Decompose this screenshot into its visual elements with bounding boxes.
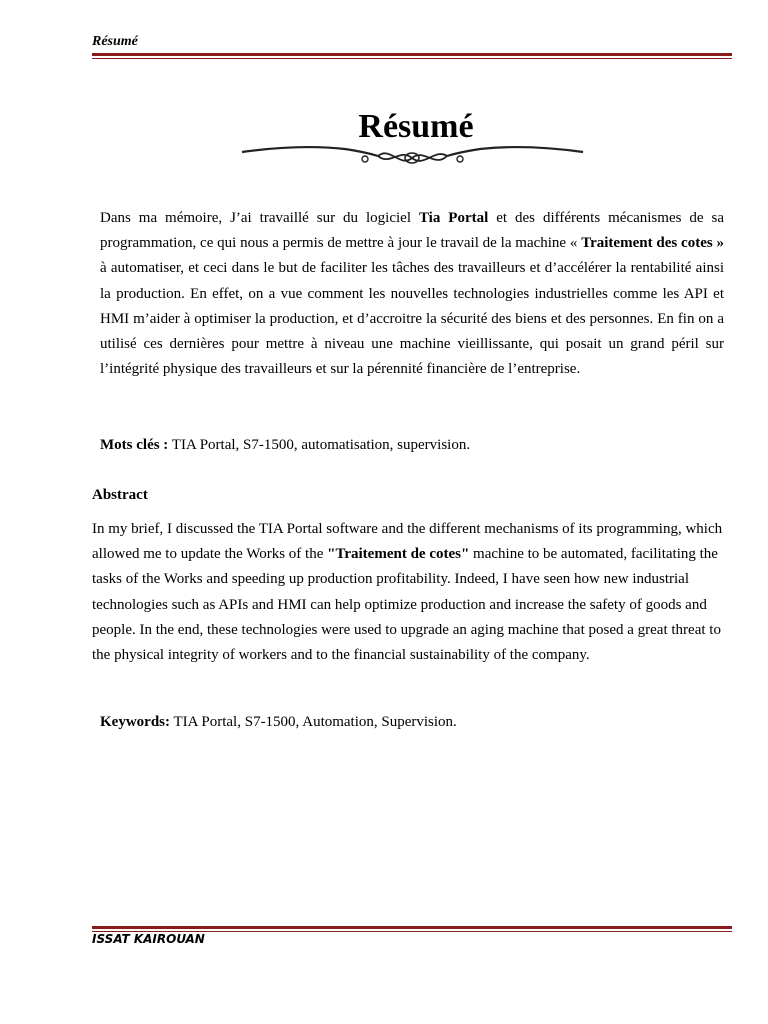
- machine-name-emphasis-en: "Traitement de cotes": [327, 546, 470, 563]
- abstract-heading: Abstract: [92, 487, 148, 503]
- page-title: Résumé: [358, 108, 474, 145]
- keywords-fr: [100, 433, 724, 458]
- tia-portal-emphasis: Tia Portal: [418, 210, 489, 226]
- footer-rule-thick: [92, 926, 732, 929]
- machine-name-emphasis: Traitement des cotes »: [581, 235, 724, 252]
- keywords-fr-label: Mots clés :: [100, 437, 169, 453]
- keywords-fr-text: TIA Portal, S7-1500, automatisation, supervision.: [168, 437, 471, 453]
- english-abstract: In my brief, I discussed the TIA Portal software and the different mechanisms of its programming, which allowed me to update the Works of the "Traitement de cotes" machine to be automated, facilitating the tasks of the Works and speeding up production profitability. Indeed, I have seen how new industrial technologies such as APIs and HMI can help optimize production and increase the safety of goods and people. In the end, these technologies were used to upgrade an aging machine that posed a great threat to the physical integrity of workers and to the financial sustainability of the company.: [92, 521, 723, 664]
- keywords-en-label: Keywords:: [100, 714, 170, 730]
- footer-institution: ISSAT KAIROUAN: [92, 932, 205, 946]
- running-header: Résumé: [92, 34, 138, 49]
- keywords-en-text: TIA Portal, S7-1500, Automation, Supervision.: [170, 714, 457, 730]
- keywords-en: [100, 710, 724, 735]
- header-rule-thin: [92, 58, 732, 59]
- flourish-ornament: [240, 140, 585, 174]
- header-rule-thick: [92, 53, 732, 56]
- french-summary: Dans ma mémoire, J’ai travaillé sur du logiciel Tia Portal et des différents mécanismes de sa programmation, ce qui nous a permis de mettre à jour le travail de la machine « Traitement des cotes » à automatiser, et ceci dans le but de faciliter les tâches des travailleurs et d’accélérer la rentabilité ainsi la production. En effet, on a vue comment les nouvelles technologies industrielles comme les API et HMI m’aider à optimiser la production, et d’accroitre la sécurité des biens et des personnes. En fin on a utilisé ces dernières pour mettre à niveau une machine vieillissante, qui posait un grand péril sur l’intégrité physique des travailleurs et sur la pérennité financière de l’entreprise.: [100, 210, 724, 378]
